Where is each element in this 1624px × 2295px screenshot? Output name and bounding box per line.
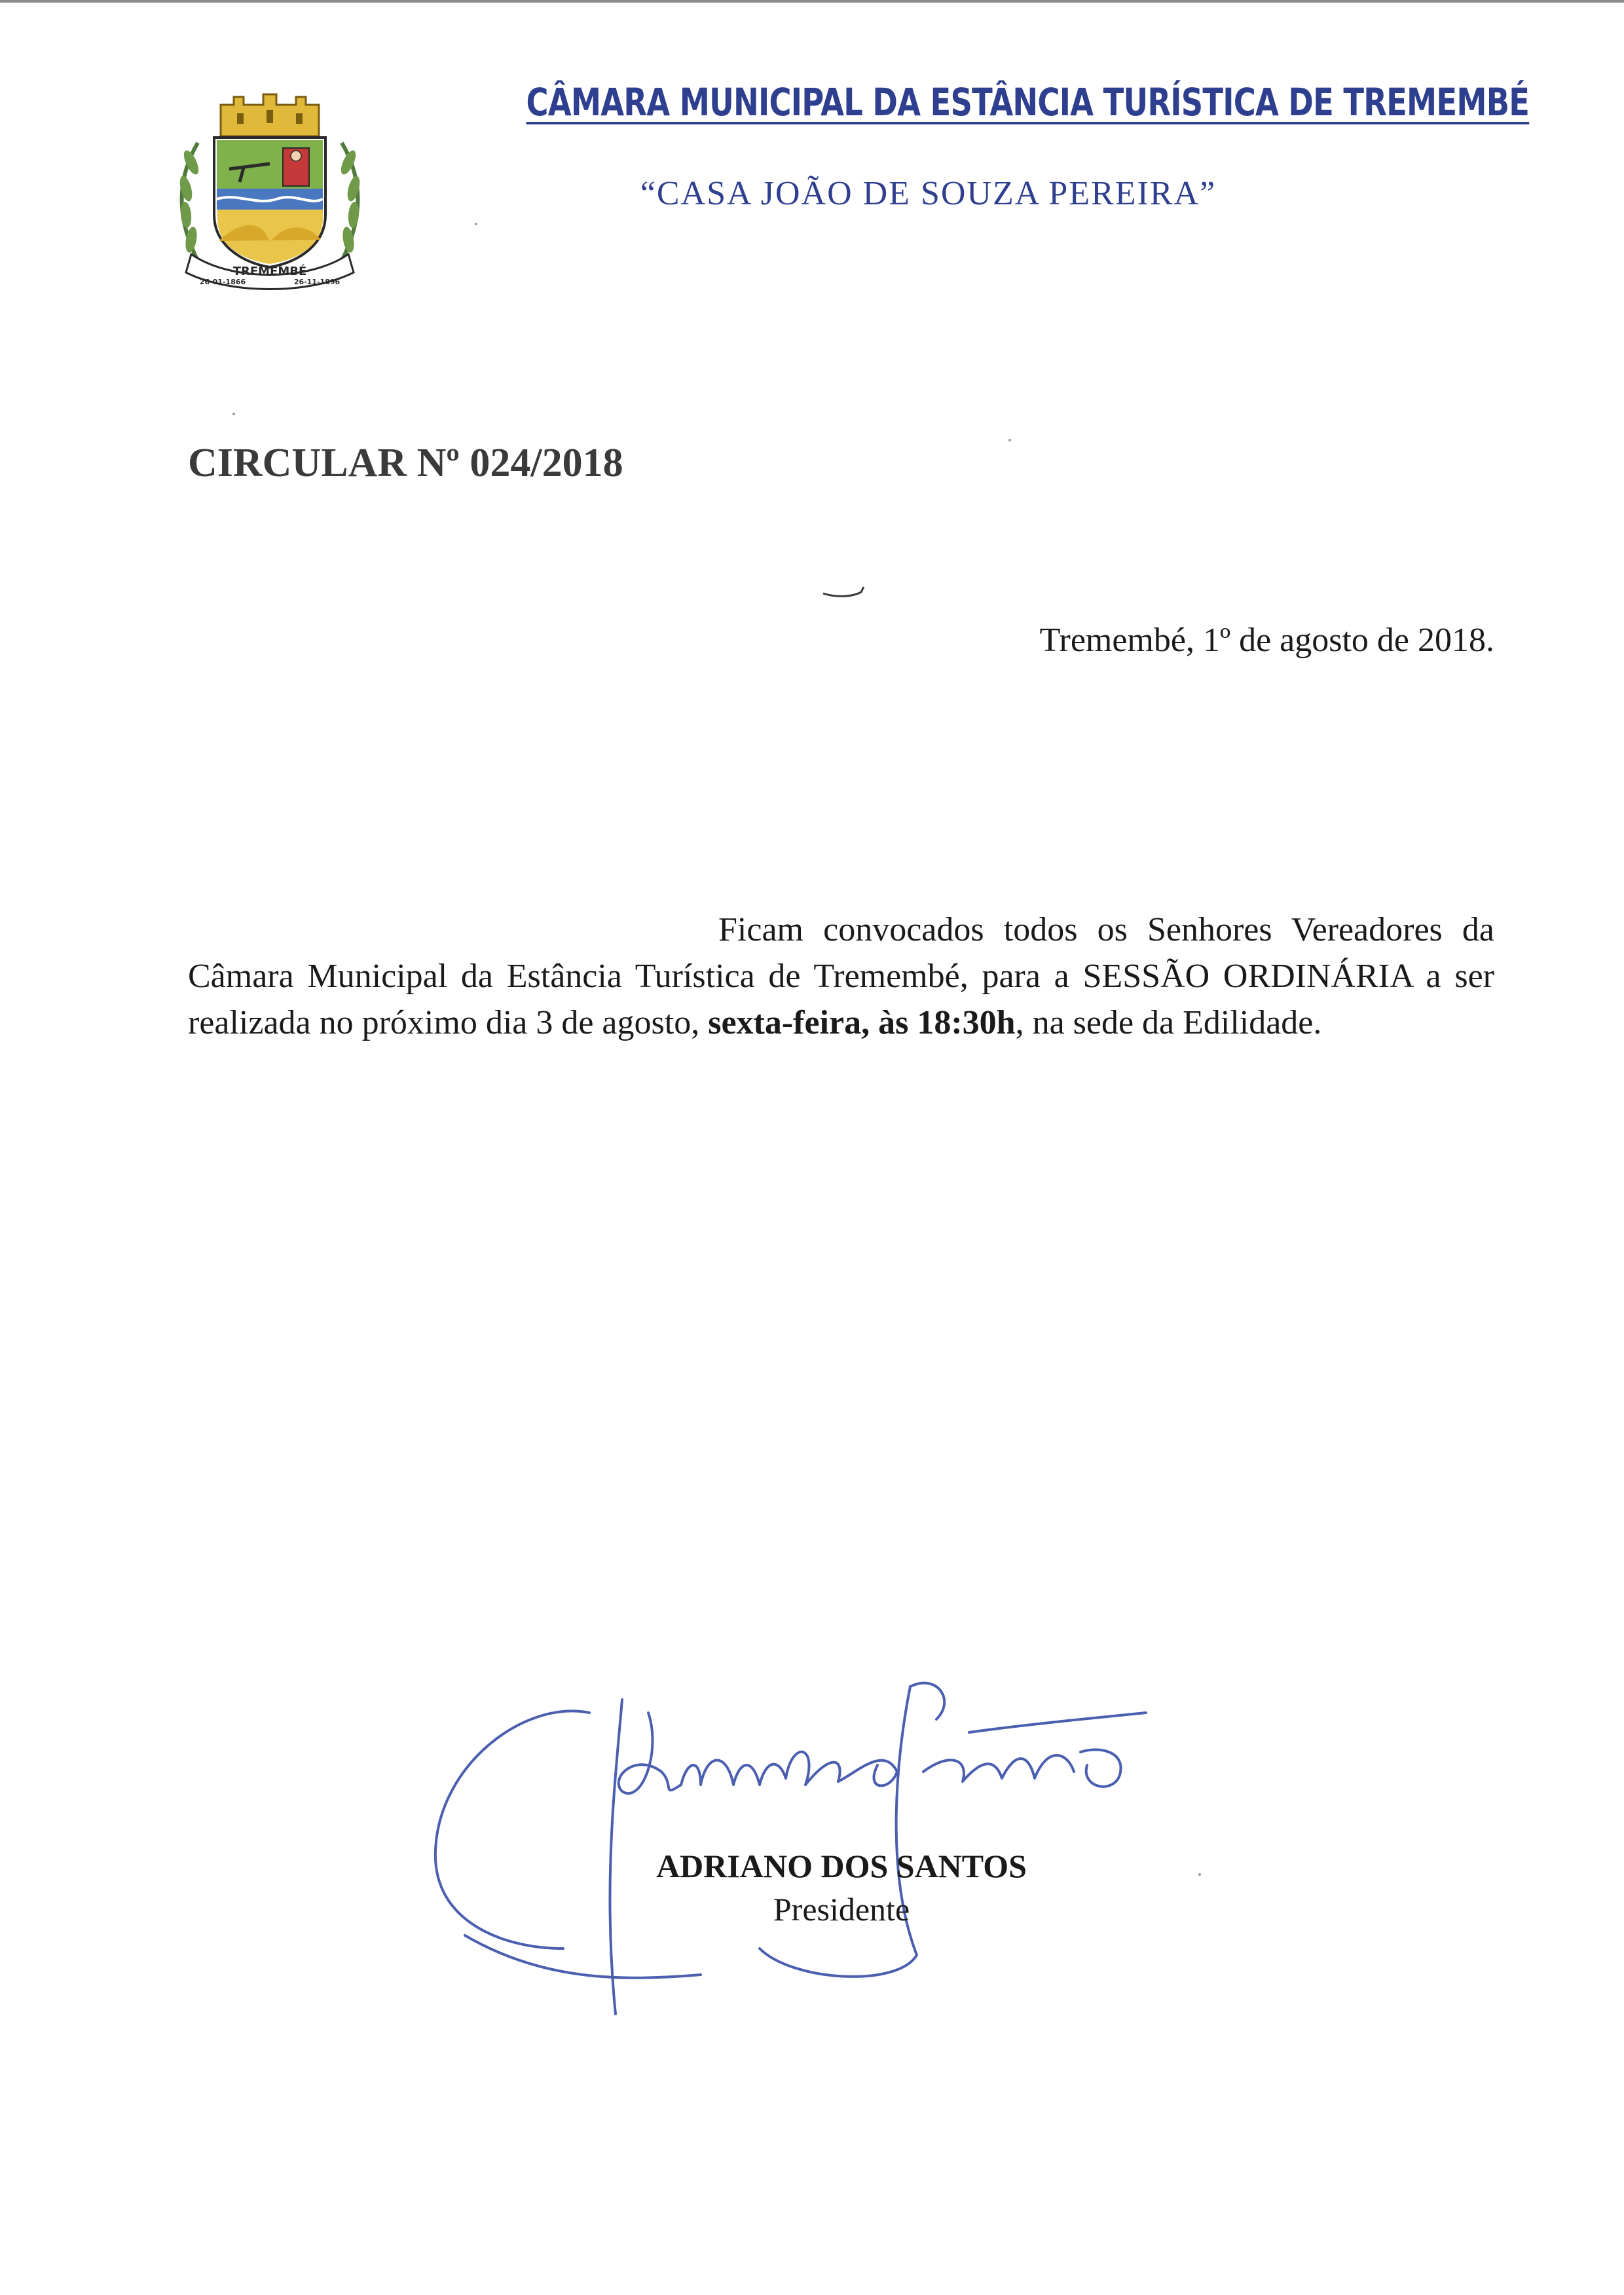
crest-city-name: TREMEMBÉ [232, 265, 307, 278]
scan-speck [475, 223, 477, 225]
institution-subtitle: “CASA JOÃO DE SOUZA PEREIRA” [640, 175, 1217, 212]
scan-speck [1198, 1873, 1201, 1876]
body-text-part1: Ficam convocados todos os Senhores Vereadores da Câmara Municipal da Estância Turística de Tremembé, para a SESSÃO ORDINÁRIA a ser realizada no próximo dia 3 de agosto, [188, 911, 1494, 1041]
circular-title: CIRCULAR Nº 024/2018 [188, 441, 623, 485]
body-text-part2: , na sede da Edilidade. [1015, 1004, 1322, 1041]
scan-speck [232, 413, 235, 415]
crest-date-left: 26-01-1866 [199, 278, 246, 286]
scan-speck [1008, 439, 1011, 441]
pen-mark-icon [822, 584, 868, 600]
crest-date-right: 26-11-1896 [293, 278, 341, 286]
signatory-role: Presidente [773, 1891, 910, 1928]
top-border [0, 0, 1624, 3]
date-line: Tremembé, 1º de agosto de 2018. [1039, 622, 1494, 659]
signatory-name: ADRIANO DOS SANTOS [656, 1848, 1027, 1884]
coat-of-arms-icon [172, 90, 368, 293]
body-paragraph [188, 906, 1494, 1046]
body-text-bold: sexta-feira, às 18:30h [708, 1004, 1016, 1041]
institution-title: CÂMARA MUNICIPAL DA ESTÂNCIA TURÍSTICA DE TREMEMBÉ [526, 80, 1530, 124]
